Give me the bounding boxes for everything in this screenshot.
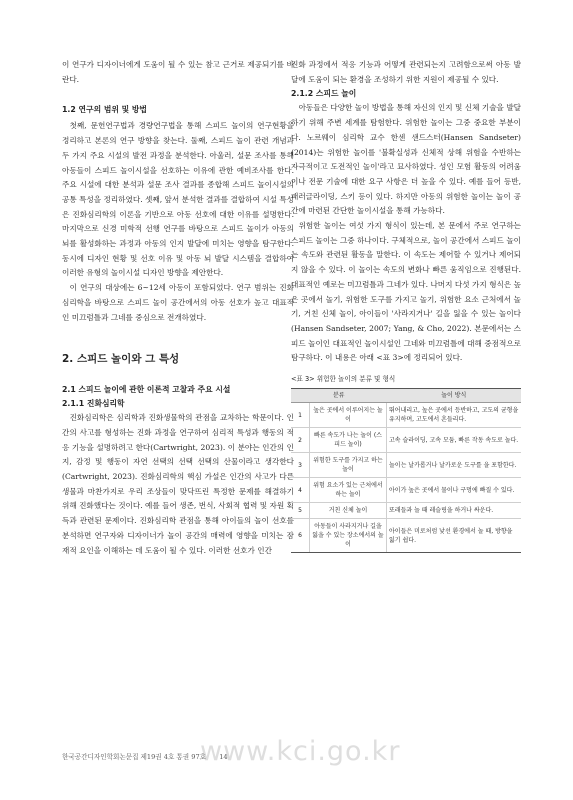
table-row	[291, 428, 521, 453]
row-description: 고속 슬라이딩, 고속 모둠, 빠른 작동 속도로 놀다.	[387, 428, 522, 453]
heading-1-2: 1.2 연구의 범위 및 방법	[62, 105, 147, 115]
row-category: 높은 곳에서 이루어지는 놀이	[310, 403, 387, 428]
row-number: 5	[291, 503, 310, 519]
heading-section-2: 2. 스피드 놀이와 그 특성	[62, 353, 180, 366]
row-description: 뛰어내리고, 높은 곳에서 등반하고, 고도의 균형을 유지하며, 고도에서 흔들리다.	[387, 403, 522, 428]
row-number: 3	[291, 453, 310, 478]
intro-paragraph: 이 연구가 디자이너에게 도움이 될 수 있는 참고 근거로 제공되기를 바란다.	[62, 60, 294, 84]
paragraph-1-2-a: 첫째, 문헌연구법과 경량연구법을 통해 스피드 놀이의 연구현황을 정리하고 본론의 연구 방향을 찾는다. 둘째, 스피드 놀이 관련 개념과 두 가지 주요 시설의 발전 과정을 분석한다. 아울러, 설문 조사를 통해 아동들이 스피드 놀이시설을 선호하는 이유에 관한 예비조사를 한다. 주요 시설에 대한 분석과 설문 조사 결과를 종합해 스피드 놀이시설의 공통 특성을 정리하였다. 셋째, 앞서 분석한 결과를 결합하여 시설 특성은 진화심리학의 이론을 기반으로 아동 선호에 대한 이유를 설명한다. 마지막으로 신경 미학적 선행 연구를 바탕으로 스피드 놀이가 아동의 뇌를 활성화하는 과정과 아동의 인지 발달에 미치는 영향을 탐구한다. 동시에 디자인 현황 및 선호 이유 및 아동 뇌 발달 시스템을 결합하여 이러한 유형의 놀이시설 디자인 방향을 제안한다.	[62, 121, 294, 278]
watermark: www.kci.go.kr	[200, 736, 401, 767]
row-number: 6	[291, 519, 310, 553]
page-footer: 한국공간디자인학회논문집 제19권 4호 통권 97호 14	[62, 753, 228, 761]
row-number: 1	[291, 403, 310, 428]
paragraph-2-1-2-a: 아동들은 다양한 놀이 방법을 통해 자신의 인지 및 신체 기술을 발달하기 위해 주변 세계를 탐험한다. 위험한 놀이는 그중 중요한 부분이다. 노르웨이 심리학 교수 한센 샌드스터(Hansen Sandseter)(2014)는 위험한 놀이를 '불확실성과 신체적 상해 위험을 수반하는 자극적이고 도전적인 놀이'라고 묘사하였다. 성인 모험 활동의 어려움이나 전문 기술에 대한 요구 사항은 더 높을 수 있다. 예를 들어 등반, 패러글라이딩, 스키 등이 있다. 하지만 아동의 위험한 놀이는 놀이 공간에 마련된 간단한 놀이시설을 통해 가능하다.	[291, 103, 521, 216]
row-category: 거친 신체 놀이	[310, 503, 387, 519]
paragraph-continued: 진화 과정에서 적응 기능과 어떻게 관련되는지 고려함으로써 아동 발달에 도움이 되는 환경을 조성하기 위한 지원이 제공될 수 있다.	[291, 60, 521, 84]
table-row	[291, 503, 521, 519]
row-number: 4	[291, 478, 310, 503]
heading-2-1-1: 2.1.1 진화심리학	[62, 399, 125, 409]
row-number: 2	[291, 428, 310, 453]
table-row	[291, 403, 521, 428]
right-column	[291, 58, 521, 553]
heading-2-1: 2.1 스피드 놀이에 관한 이론적 고찰과 주요 시설	[62, 385, 231, 395]
row-category: 빠른 속도가 나는 놀이 (스피드 놀이)	[310, 428, 387, 453]
paragraph-1-2-b: 이 연구의 대상에는 6~12세 아동이 포함되었다. 연구 범위는 진화심리학을 바탕으로 스피드 놀이 공간에서의 아동 선호가 높고 대표적인 미끄럼틀과 그네를 중심으로 전개하였다.	[62, 283, 294, 322]
table-header-row	[291, 389, 521, 403]
row-description: 아이가 높은 곳에서 물이나 구멍에 빠질 수 있다.	[387, 478, 522, 503]
row-category: 위험한 도구를 가지고 하는 놀이	[310, 453, 387, 478]
row-category: 아동들이 사라지거나 길을 잃을 수 있는 장소에서의 놀이	[310, 519, 387, 553]
row-description: 또래들과 놀 때 레슬링을 하거나 싸운다.	[387, 503, 522, 519]
heading-2-1-2: 2.1.2 스피드 놀이	[291, 89, 357, 99]
row-description: 놀이는 날카롭거나 날카로운 도구를 을 포함한다.	[387, 453, 522, 478]
table-caption: <표 3> 위험한 놀이의 분류 및 형식	[291, 375, 396, 384]
risky-play-table	[291, 388, 521, 553]
table-row	[291, 453, 521, 478]
paragraph-2-1-1: 진화심리학은 심리학과 진화생물학의 관점을 교차하는 학문이다. 인간의 사고를 형성하는 진화 과정을 연구하여 심리적 특성과 행동의 적응 기능을 설명하려고 한다(Cartwright, 2023). 이 분야는 인간의 인지, 감정 및 행동이 자연 선택의 선택 선택의 산물이라고 생각한다(Cartwright, 2023). 진화심리학의 핵심 가설은 인간의 사고가 다른 생물과 마찬가지로 우리 조상들이 맞닥뜨린 특정한 문제를 해결하기 위해 진화했다는 것이다. 예를 들어 생존, 번식, 사회적 협력 및 자원 획득과 관련된 문제이다. 진화심리학 관점을 통해 아이들의 놀이 선호를 분석하면 연구자와 디자이너가 놀이 공간의 매력에 영향을 미치는 잠재적 요인을 이해하는 데 도움이 될 수 있다. 이러한 선호가 인간	[62, 413, 294, 555]
table-header-category: 분류	[291, 389, 387, 403]
table-row	[291, 519, 521, 553]
table-row	[291, 478, 521, 503]
left-column	[62, 58, 294, 558]
row-description: 아이들은 미로처럼 낯선 환경에서 놀 때, 방향을 잃기 쉽다.	[387, 519, 522, 553]
table-header-method: 놀이 방식	[387, 389, 522, 403]
row-category: 위험 요소가 있는 근처에서 하는 놀이	[310, 478, 387, 503]
paragraph-2-1-2-b: 위험한 놀이는 여섯 가지 형식이 있는데, 본 문에서 주로 연구하는 스피드 놀이는 그중 하나이다. 구체적으로, 놀이 공간에서 스피드 놀이는 속도와 관련된 활동을 말한다. 이 속도는 제어할 수 있거나 제어되지 않을 수 있다. 이 놀이는 속도의 변화나 빠른 움직임으로 진행된다. 대표적인 예로는 미끄럼틀과 그네가 있다. 나머지 다섯 가지 형식은 높은 곳에서 놀기, 위험한 도구를 가지고 놀기, 위험한 요소 근처에서 놀기, 거친 신체 놀이, 아이들이 '사라지거나' 길을 잃을 수 있는 놀이다(Hansen Sandseter, 2007; Yang, & Cho, 2022). 본문에서는 스피드 놀이인 대표적인 놀이시설인 그네와 미끄럼틀에 대해 중점적으로 탐구하다. 이 내용은 아래 <표 3>에 정리되어 있다.	[291, 221, 521, 363]
